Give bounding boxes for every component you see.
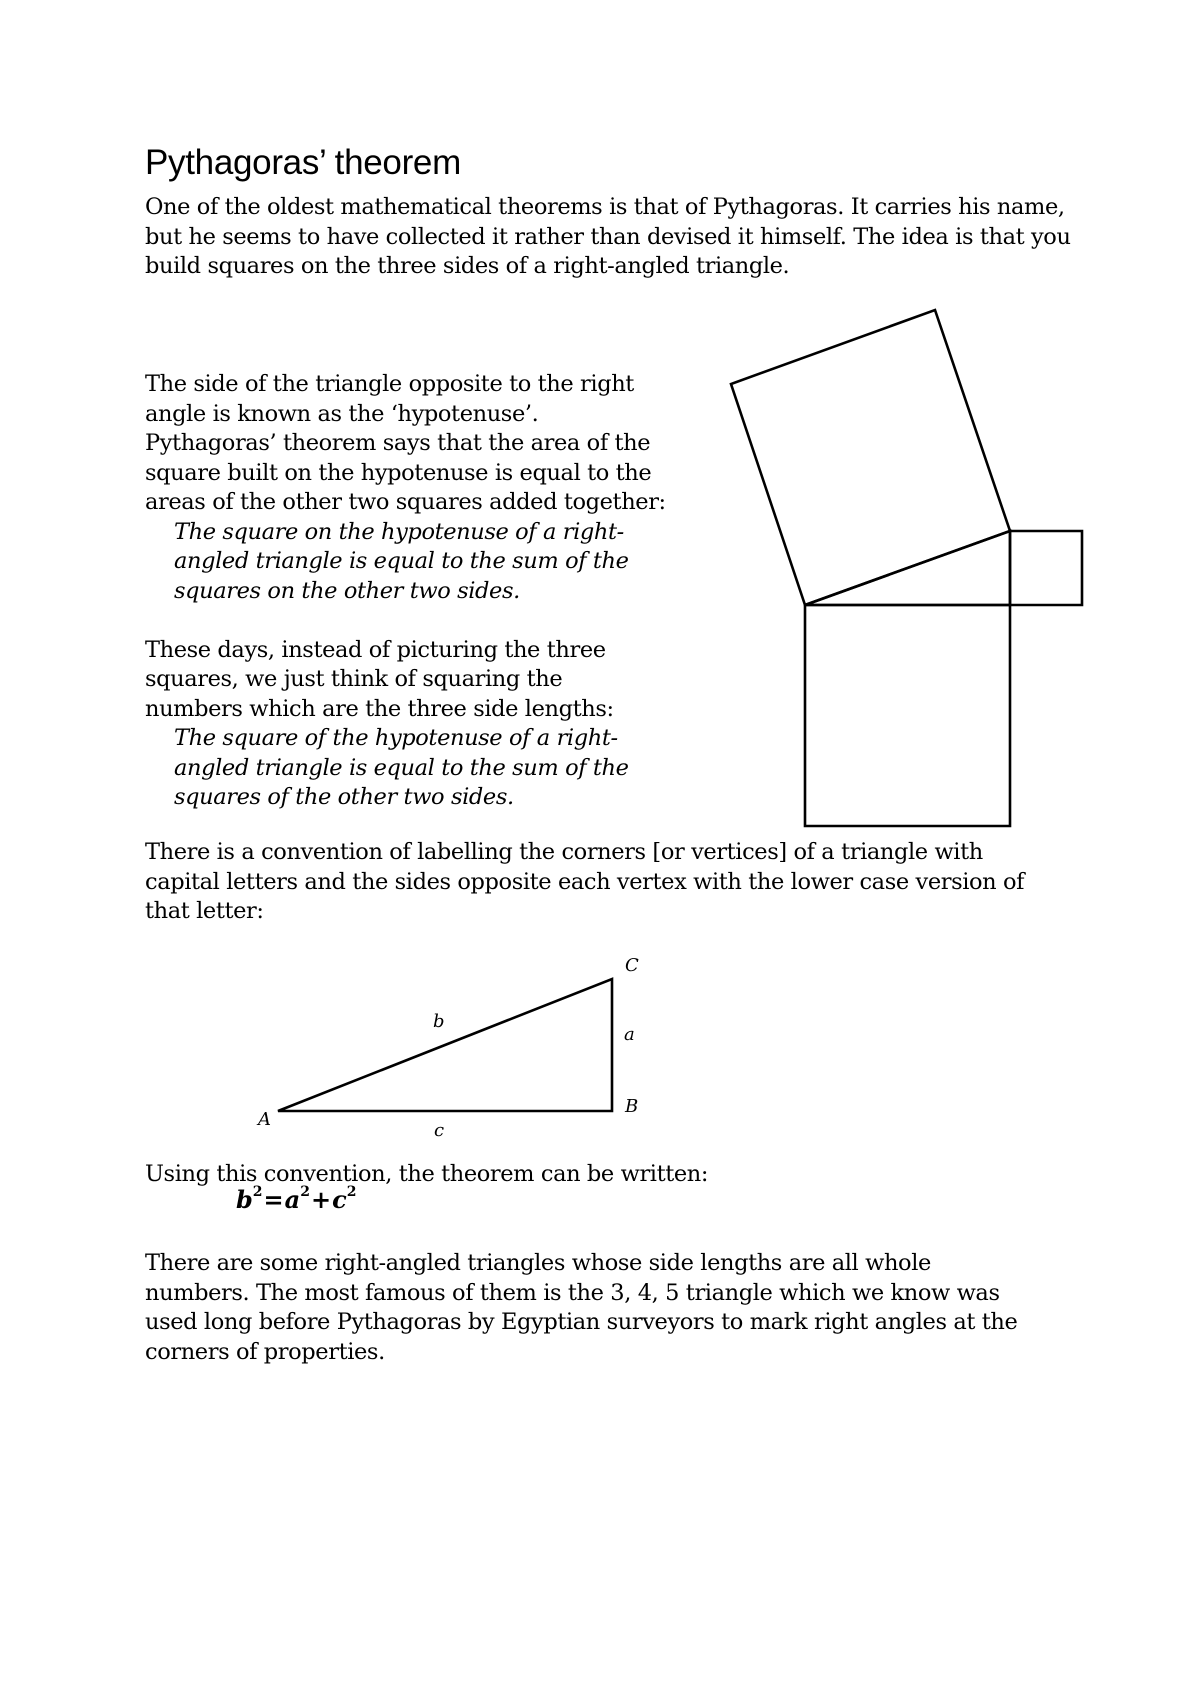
quote-line: squares of the other two sides.: [174, 784, 514, 810]
formula-exp: 2: [252, 1184, 263, 1200]
formula-exp: 2: [300, 1184, 310, 1200]
text-line: square built on the hypotenuse is equal to the: [145, 459, 652, 486]
intro-paragraph: One of the oldest mathematical theorems is that of Pythagoras. It carries his name, but he seems to have collected it rather than devised it himself. The idea is that you build squares on the three sides of a right-angled triangle.: [145, 194, 1071, 279]
quote-line: squares on the other two sides.: [174, 577, 520, 604]
quote-line: angled triangle is equal to the sum of the: [174, 548, 629, 574]
convention-paragraph: [145, 838, 1105, 927]
formula-b: b: [236, 1185, 253, 1214]
quote-line: angled triangle is equal to the sum of the: [174, 754, 629, 781]
vertex-label-b: B: [625, 1096, 639, 1117]
formula-plus: +: [310, 1185, 332, 1214]
text-line: There are some right-angled triangles whose side lengths are all whole: [145, 1250, 931, 1276]
right-triangle: [805, 531, 1010, 605]
text-line: capital letters and the sides opposite each vertex with the lower case version of: [145, 868, 1025, 895]
formula-intro: Using this convention, the theorem can be written:: [145, 1161, 709, 1187]
text-line: corners of properties.: [145, 1338, 385, 1365]
text-line: used long before Pythagoras by Egyptian surveyors to mark right angles at the: [145, 1309, 1018, 1335]
closing-paragraph: [145, 1249, 1105, 1367]
text-line: numbers which are the three side lengths:: [145, 695, 614, 722]
text-line: There is a convention of labelling the corners [or vertices] of a triangle with: [145, 839, 983, 865]
labelled-triangle: [256, 955, 639, 1141]
vertex-label-c: C: [625, 955, 639, 976]
formula-c: c: [332, 1185, 347, 1214]
text-line: numbers. The most famous of them is the 3, 4, 5 triangle which we know was: [145, 1279, 1000, 1306]
vertex-label-a: A: [258, 1109, 271, 1130]
triangle-abc: [278, 979, 612, 1111]
text-line: angle is known as the ‘hypotenuse’.: [145, 400, 539, 427]
side-label-a: a: [624, 1024, 635, 1045]
side-label-b: b: [433, 1011, 445, 1032]
page-title: Pythagoras’ theorem: [145, 143, 461, 182]
long-side-square: [805, 605, 1010, 826]
formula-exp: 2: [346, 1184, 357, 1200]
formula-a: a: [284, 1185, 301, 1214]
short-side-square: [1010, 531, 1082, 605]
text-line: that letter:: [145, 898, 264, 924]
text-line: areas of the other two squares added together:: [145, 489, 666, 515]
pythagoras-formula: [236, 1184, 356, 1214]
text-line: Pythagoras’ theorem says that the area of the: [145, 430, 651, 456]
quote-line: The square of the hypotenuse of a right-: [174, 725, 618, 751]
formula-equals: =: [263, 1185, 284, 1214]
text-line: The side of the triangle opposite to the right: [145, 371, 634, 397]
text-line: squares, we just think of squaring the: [145, 666, 563, 692]
quote-line: The square on the hypotenuse of a right-: [174, 518, 624, 545]
text-line: These days, instead of picturing the three: [145, 636, 606, 663]
side-label-c: c: [434, 1120, 445, 1141]
hypotenuse-square: [731, 310, 1010, 605]
